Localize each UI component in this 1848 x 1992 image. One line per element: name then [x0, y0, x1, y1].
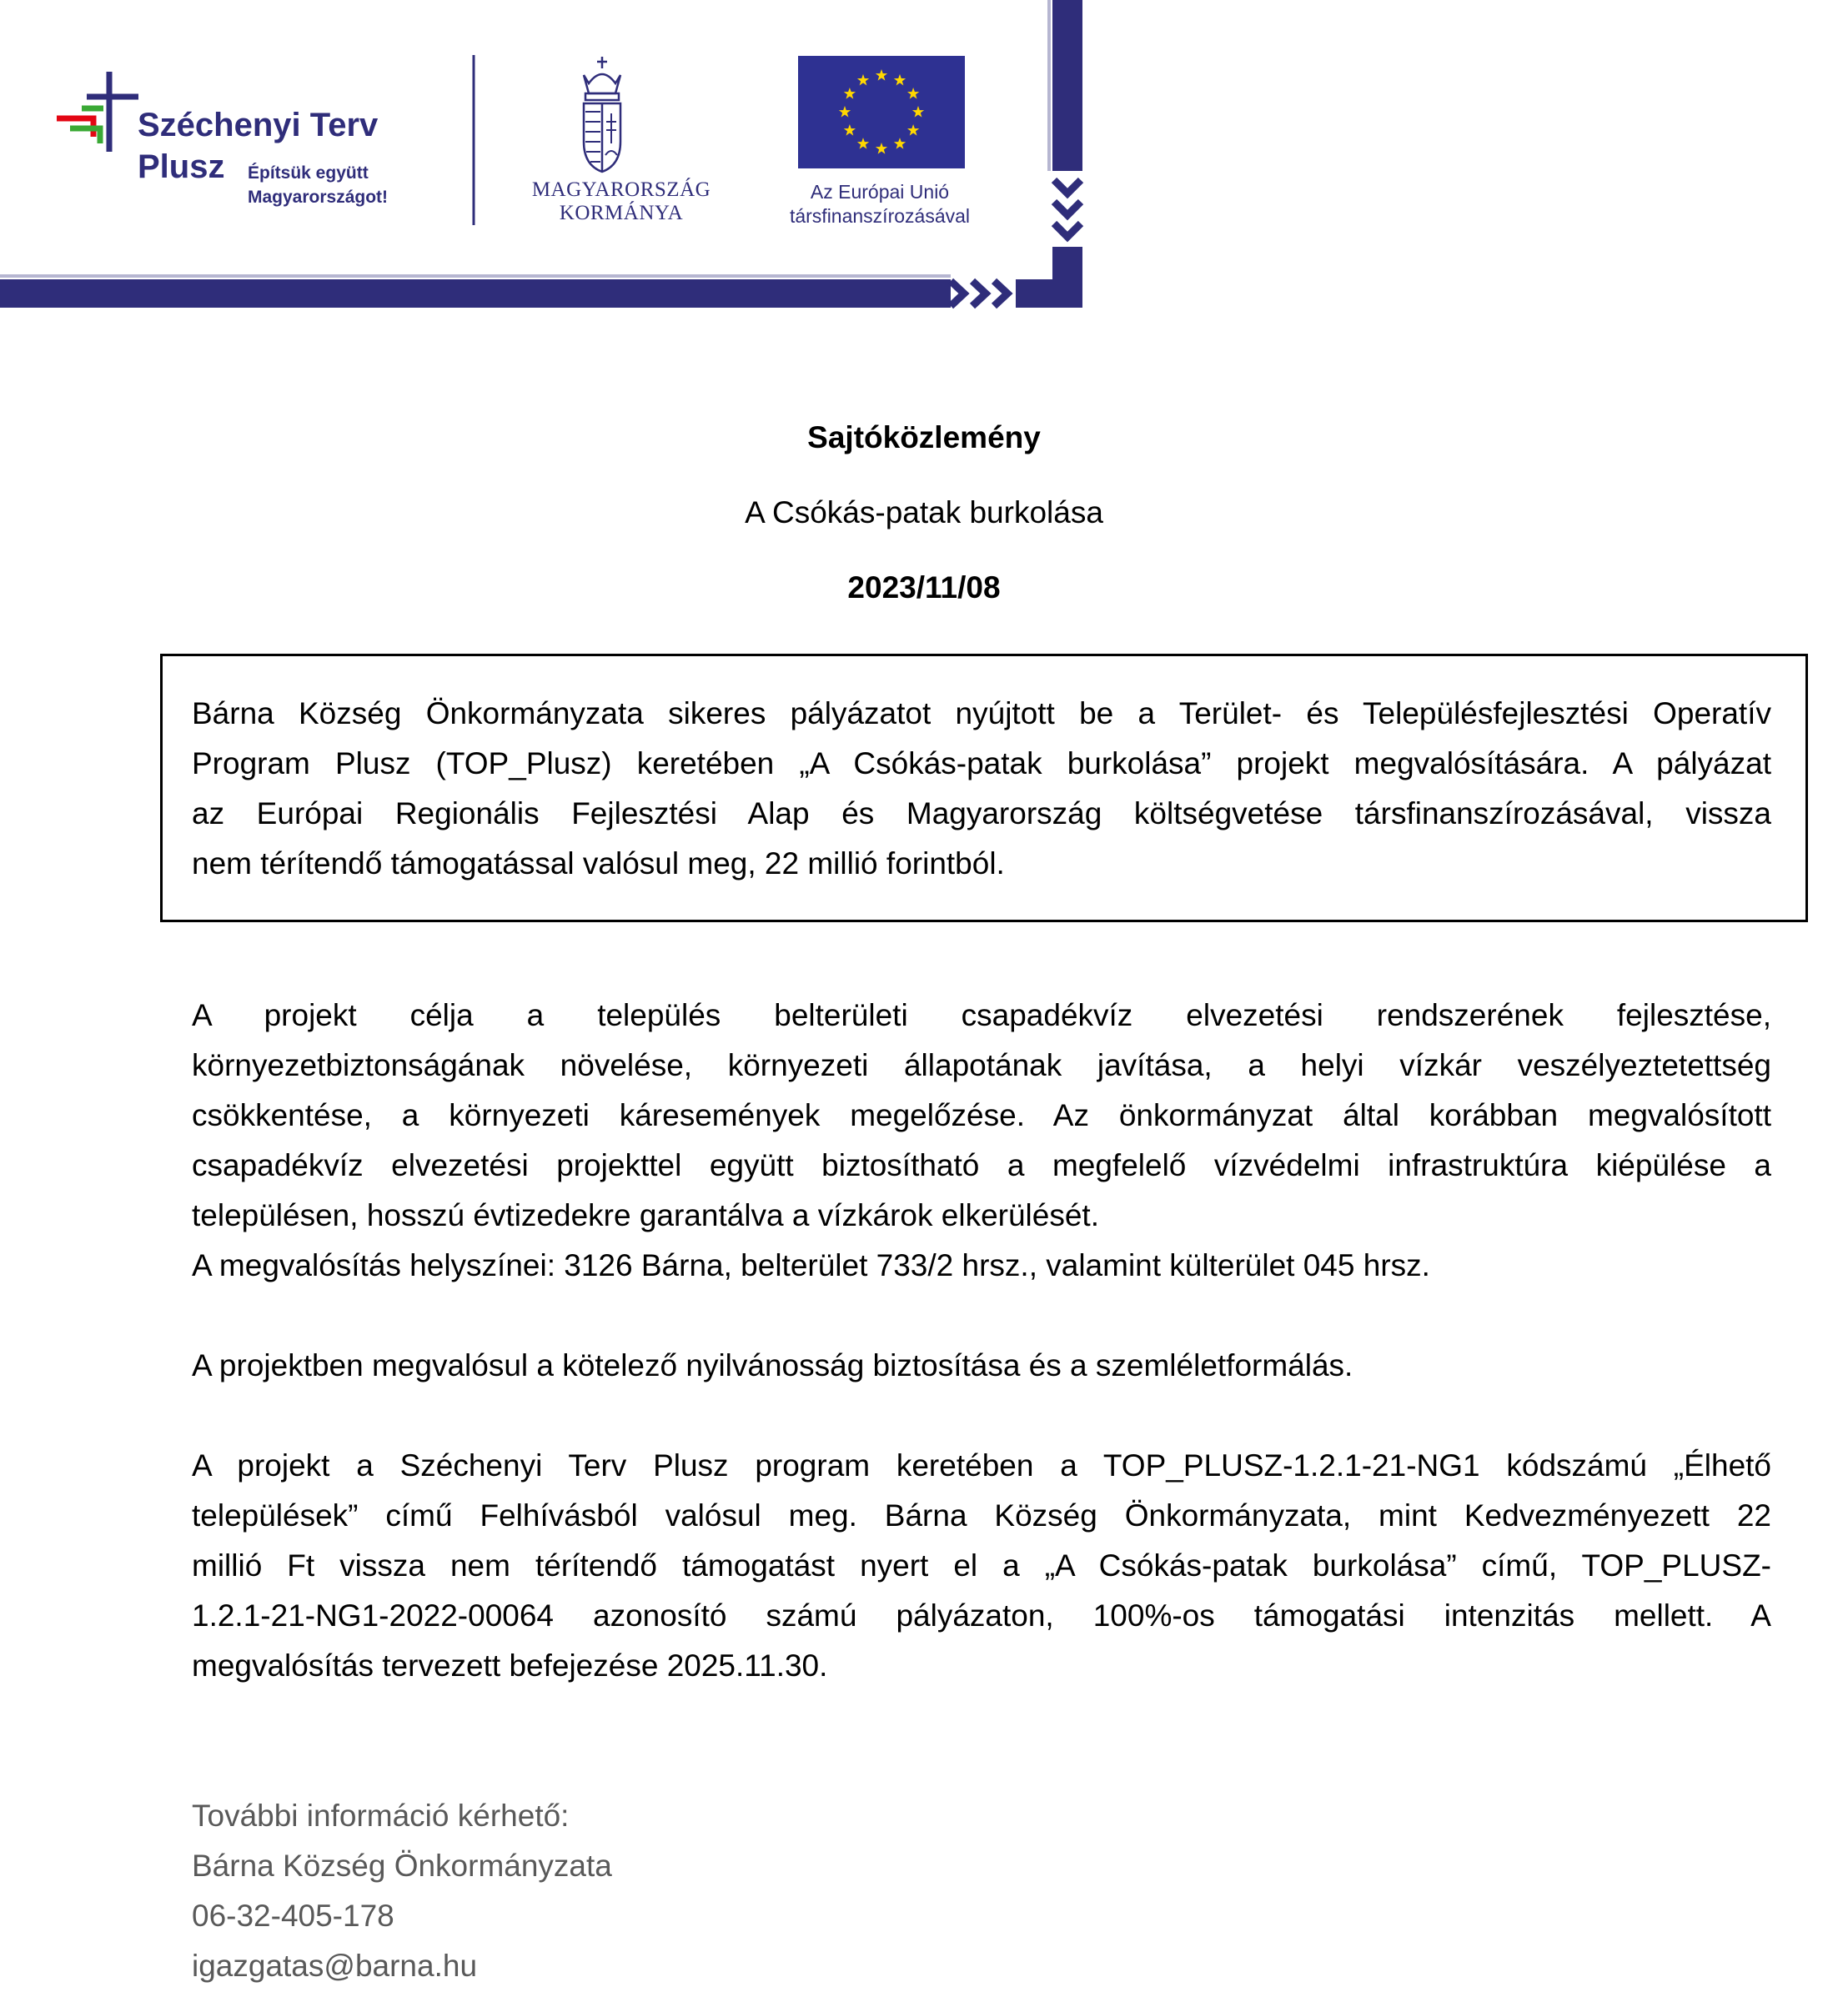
contact-intro: További információ kérhető:	[192, 1799, 570, 1833]
slogan-line-2: Magyarországot!	[248, 188, 389, 207]
paragraph-line: 1.2.1-21-NG1-2022-00064 azonosító számú pályázaton, 100%-os támogatási intenzitás mellett. A	[192, 1598, 1771, 1633]
paragraph-line: millió Ft vissza nem térítendő támogatást nyert el a „A Csókás-patak burkolása” című, TOP_PLUSZ-	[192, 1548, 1771, 1583]
government-line-2: KORMÁNYA	[559, 202, 684, 224]
paragraph-line: megvalósítás tervezett befejezése 2025.11.30.	[192, 1648, 828, 1683]
government-line-1: MAGYARORSZÁG	[531, 178, 711, 201]
coat-of-arms-icon	[584, 57, 620, 172]
summary-line: Program Plusz (TOP_Plusz) keretében „A Csókás-patak burkolása” projekt megvalósítására. A pályázat	[192, 746, 1771, 780]
summary-line: az Európai Regionális Fejlesztési Alap és Magyarország költségvetése társfinanszírozásával, vissza	[192, 796, 1771, 830]
eu-flag-icon	[798, 56, 965, 168]
press-date: 2023/11/08	[847, 570, 1001, 605]
contact-organization: Bárna Község Önkormányzata	[192, 1849, 612, 1883]
eu-line-1: Az Európai Unió	[810, 181, 950, 203]
page-title: Sajtóközlemény	[807, 420, 1041, 454]
paragraph-line: A projekt célja a település belterületi csapadékvíz elvezetési rendszerének fejlesztése,	[192, 998, 1771, 1032]
press-subject: A Csókás-patak burkolása	[745, 495, 1103, 529]
government-logo-text	[517, 178, 726, 225]
summary-line: Bárna Község Önkormányzata sikeres pályázatot nyújtott be a Terület- és Településfejlesztési Operatív	[192, 696, 1771, 730]
banner-right-band	[1052, 0, 1082, 171]
paragraph-line: települések” című Felhívásból valósul meg. Bárna Község Önkormányzata, mint Kedvezményezett 22	[192, 1498, 1771, 1533]
funding-paragraph	[192, 1441, 1771, 1691]
paragraph-line: környezetbiztonságának növelése, környezeti állapotának javítása, a helyi vízkár veszélyeztetettség	[192, 1048, 1771, 1082]
contact-phone: 06-32-405-178	[192, 1899, 394, 1933]
project-goal-paragraph	[192, 991, 1771, 1291]
paragraph-line: csökkentése, a környezeti káresemények megelőzése. Az önkormányzat által korábban megvalósított	[192, 1098, 1771, 1132]
paragraph-line: csapadékvíz elvezetési projekttel együtt biztosítható a megfelelő vízvédelmi infrastruktúra kiépülése a	[192, 1148, 1771, 1182]
chevron-down-icon	[1054, 180, 1081, 237]
paragraph-line: településen, hosszú évtizedekre garantálva a vízkárok elkerülését.	[192, 1198, 1099, 1232]
eu-logo-text	[755, 180, 1005, 228]
contact-block	[192, 1791, 612, 1991]
paragraph-line: A projektben megvalósul a kötelező nyilvánosság biztosítása és a szemléletformálás.	[192, 1348, 1353, 1382]
banner-bottom-band	[0, 279, 951, 308]
szechenyi-logo-title: Széchenyi Terv	[138, 107, 379, 143]
summary-text	[192, 689, 1771, 889]
summary-line: nem térítendő támogatással valósul meg, 22 millió forintból.	[192, 846, 1005, 881]
slogan-line-1: Építsük együtt	[248, 163, 369, 183]
szechenyi-logo-slogan	[248, 161, 388, 209]
szechenyi-logo-plusz: Plusz	[138, 148, 225, 185]
paragraph-line: A projekt a Széchenyi Terv Plusz program keretében a TOP_PLUSZ-1.2.1-21-NG1 kódszámú „Élhető	[192, 1448, 1771, 1483]
publicity-paragraph	[192, 1341, 1771, 1391]
paragraph-line: A megvalósítás helyszínei: 3126 Bárna, belterület 733/2 hrsz., valamint külterület 045 hrsz.	[192, 1248, 1430, 1282]
szechenyi-cross-icon	[57, 72, 138, 152]
chevron-right-icon	[951, 281, 1007, 306]
eu-line-2: társfinanszírozásával	[789, 205, 971, 227]
contact-email[interactable]: igazgatas@barna.hu	[192, 1949, 478, 1983]
